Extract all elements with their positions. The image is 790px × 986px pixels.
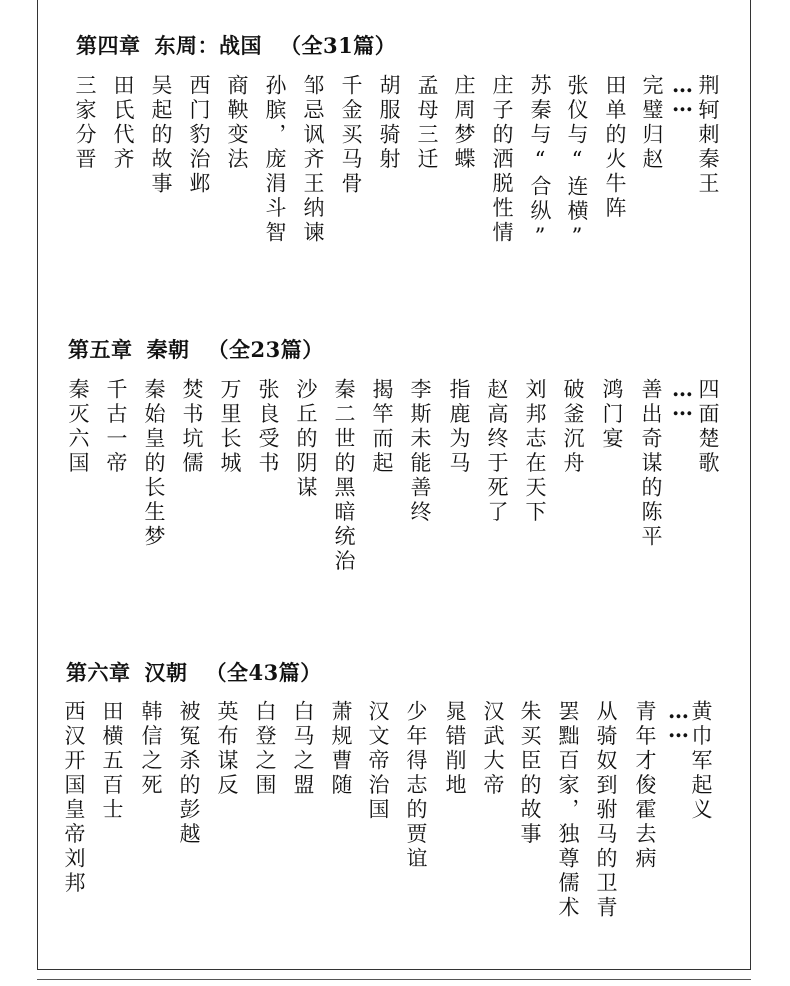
chapter-item: 田氏代齐: [111, 74, 135, 172]
chapter-item: 李斯未能善终: [408, 378, 432, 525]
chapter-item: 萧规曹随: [329, 700, 353, 798]
chapter-item: 田单的火牛阵: [603, 74, 627, 221]
chapter-title: 东周：战国: [154, 33, 262, 58]
chapter-label: 第四章: [76, 33, 141, 58]
chapter-count: （全43篇）: [205, 660, 322, 685]
chapter-item: 千古一帝: [104, 378, 128, 476]
ellipsis-mark: ……: [670, 72, 695, 110]
chapter-item: 善出奇谋的陈平: [639, 378, 663, 550]
chapter-item: 鸿门宴: [600, 378, 624, 452]
chapter-item: 胡服骑射: [377, 74, 401, 172]
chapter-item: 白马之盟: [291, 700, 315, 798]
chapter-item: 千金买马骨: [339, 74, 363, 197]
chapter-heading: [76, 30, 396, 60]
chapter-item: 黄巾军起义: [689, 700, 713, 823]
chapter-item: 指鹿为马: [447, 378, 471, 476]
chapter-item: 秦二世的黑暗统治: [332, 378, 356, 574]
chapter-item: 罢黜百家，独尊儒术: [556, 700, 580, 921]
chapter-item: 刘邦志在天下: [523, 378, 547, 525]
chapter-item: 田横五百士: [100, 700, 124, 823]
chapter-item: 苏秦与“合纵”: [528, 74, 552, 252]
chapter-item: 商鞅变法: [225, 74, 249, 172]
chapter-item: 完璧归赵: [640, 74, 664, 172]
chapter-item: 西门豹治邺: [187, 74, 211, 197]
chapter-item: 被冤杀的彭越: [177, 700, 201, 847]
chapter-item: 三家分晋: [73, 74, 97, 172]
chapter-item: 孙膑，庞涓斗智: [263, 74, 287, 246]
bottom-rule: [37, 979, 751, 980]
chapter-label: 第五章: [68, 337, 133, 362]
chapter-item: 晁错削地: [443, 700, 467, 798]
ellipsis-mark: ……: [666, 698, 691, 736]
chapter-item: 秦始皇的长生梦: [142, 378, 166, 550]
chapter-title: 汉朝: [144, 660, 188, 685]
chapter-count: （全31篇）: [280, 33, 397, 58]
chapter-item: 吴起的故事: [149, 74, 173, 197]
chapter-item: 朱买臣的故事: [518, 700, 542, 847]
chapter-heading: [68, 334, 324, 364]
chapter-item: 破釜沉舟: [561, 378, 585, 476]
chapter-item: 张仪与“连横”: [565, 74, 589, 252]
chapter-heading: [66, 657, 322, 687]
chapter-item: 青年才俊霍去病: [633, 700, 657, 872]
chapter-item: 汉文帝治国: [366, 700, 390, 823]
chapter-item: 少年得志的贾谊: [404, 700, 428, 872]
chapter-item: 孟母三迁: [415, 74, 439, 172]
ellipsis-mark: ……: [670, 376, 695, 414]
chapter-item: 万里长城: [218, 378, 242, 476]
chapter-item: 赵高终于死了: [485, 378, 509, 525]
chapter-item: 韩信之死: [139, 700, 163, 798]
chapter-item: 从骑奴到驸马的卫青: [594, 700, 618, 921]
chapter-item: 庄子的洒脱性情: [490, 74, 514, 246]
chapter-item: 邹忌讽齐王纳谏: [301, 74, 325, 246]
chapter-item: 庄周梦蝶: [452, 74, 476, 172]
chapter-title: 秦朝: [146, 337, 190, 362]
chapter-count: （全23篇）: [207, 337, 324, 362]
chapter-item: 揭竿而起: [370, 378, 394, 476]
chapter-item: 张良受书: [256, 378, 280, 476]
chapter-item: 沙丘的阴谋: [294, 378, 318, 501]
chapter-label: 第六章: [66, 660, 131, 685]
chapter-item: 焚书坑儒: [180, 378, 204, 476]
chapter-item: 汉武大帝: [481, 700, 505, 798]
chapter-item: 英布谋反: [215, 700, 239, 798]
chapter-item: 荆轲刺秦王: [696, 74, 720, 197]
chapter-item: 四面楚歌: [696, 378, 720, 476]
chapter-item: 秦灭六国: [66, 378, 90, 476]
chapter-item: 西汉开国皇帝刘邦: [62, 700, 86, 896]
chapter-item: 白登之围: [253, 700, 277, 798]
